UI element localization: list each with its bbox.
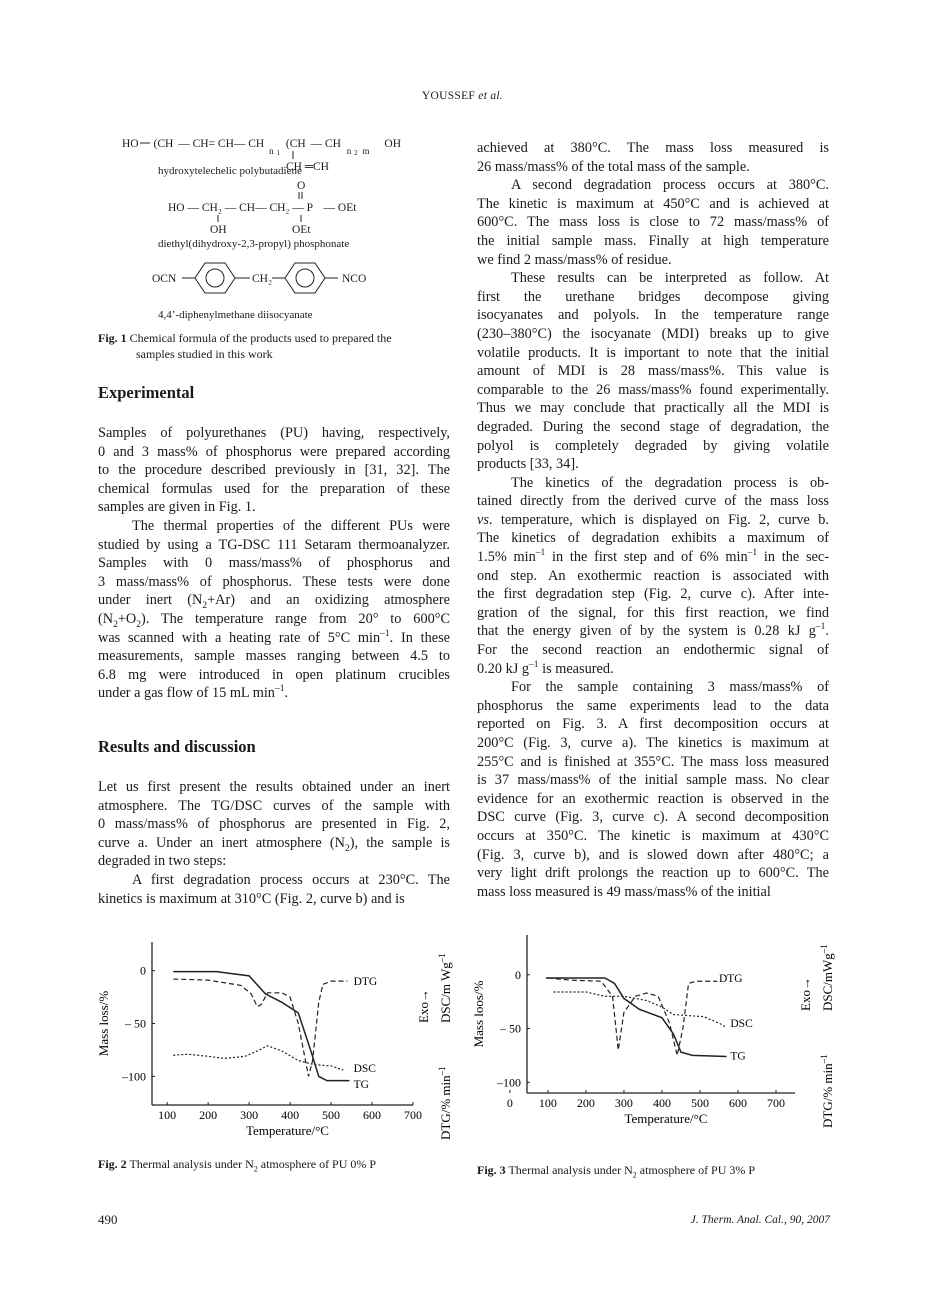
text-line: The thermal properties of the different PUs were bbox=[132, 517, 450, 534]
formula1-side: CH ═CH bbox=[286, 161, 329, 173]
formula3-ch2: CH₂ bbox=[252, 273, 272, 285]
right-axis-label-dsc bbox=[819, 944, 835, 1011]
series-label: DSC bbox=[730, 1018, 753, 1031]
text-segment: ). The temperature range from 20° to 600°C bbox=[140, 610, 450, 627]
right-axis-label-dsc-sup: –1 bbox=[437, 953, 447, 963]
y-tick-label: –100 bbox=[497, 1075, 521, 1090]
formula3-nco: NCO bbox=[342, 273, 367, 285]
text-segment: –1 bbox=[380, 628, 390, 639]
right-axis-label-dsc-text: DSC/m Wg bbox=[438, 962, 453, 1023]
text-segment: ), the sample is bbox=[349, 834, 450, 851]
text-line: is 37 mass/mass% of the initial sample mass. No clear bbox=[477, 772, 829, 789]
text-segment: –1 bbox=[535, 548, 546, 559]
y-tick-label: –100 bbox=[122, 1069, 146, 1084]
series-label: TG bbox=[353, 1078, 369, 1091]
formula1-part: (CH bbox=[153, 138, 174, 150]
text-segment: . bbox=[825, 623, 829, 640]
formula3-ocn: OCN bbox=[152, 273, 177, 285]
right-axis-label-dsc bbox=[437, 953, 453, 1023]
text-segment: 2 bbox=[136, 619, 141, 630]
formula1-part: — CH bbox=[310, 138, 341, 150]
x-tick-label: 0 bbox=[506, 1096, 513, 1110]
text-line: 0 and 3 mass% of phosphorus were prepared according bbox=[98, 443, 450, 460]
text-line: gration of the signal, for this first reaction, we find bbox=[477, 604, 829, 621]
text-line: isocyanates and polyols. In the temperature range bbox=[477, 307, 829, 324]
x-tick-label: 400 bbox=[281, 1108, 300, 1122]
series-label: TG bbox=[730, 1050, 746, 1063]
benzene-ring-icon bbox=[285, 263, 325, 293]
section-heading-results: Results and discussion bbox=[98, 737, 256, 756]
fig1-caption-label: Fig. 1 bbox=[98, 331, 127, 345]
right-axis-label-dtg-sup: –1 bbox=[819, 1054, 829, 1064]
results-text bbox=[98, 778, 450, 908]
x-tick-label: 300 bbox=[240, 1108, 259, 1122]
exo-label: Exo→ bbox=[416, 989, 431, 1023]
formula1-part: (CH bbox=[285, 138, 306, 150]
text-line: phosphorus the same experiments lead to the data bbox=[477, 697, 829, 714]
text-line: polyol is completely degraded by giving volatile bbox=[477, 437, 829, 454]
text-line: very light drift prolongs the reaction up to 600°C. The bbox=[477, 865, 829, 882]
text-line: chemical formulas used for the preparation of these bbox=[98, 480, 450, 497]
text-line: studied by using a TG-DSC 111 Setaram thermoanalyzer. bbox=[98, 536, 450, 553]
text-segment: is measured. bbox=[538, 660, 614, 677]
formula1-part: — CH= CH— CH bbox=[178, 138, 265, 150]
series-label: DSC bbox=[353, 1062, 376, 1075]
y-axis-label: Mass loss/% bbox=[96, 990, 111, 1057]
right-column-text bbox=[477, 139, 829, 901]
text-segment: that the energy given of by the system is 0.28 kJ g bbox=[477, 623, 816, 640]
text-line: evidence for an exothermic reaction is observed in the bbox=[477, 790, 829, 807]
x-tick-label: 600 bbox=[363, 1108, 382, 1122]
text-segment: 2 bbox=[344, 843, 350, 854]
formula2-o: O bbox=[297, 180, 306, 192]
text-segment: under a gas flow of 15 mL min bbox=[98, 685, 275, 702]
text-line: kinetics is maximum at 310°C (Fig. 2, curve b) and is bbox=[98, 890, 405, 907]
series-label: DTG bbox=[718, 972, 743, 985]
n2-label: n bbox=[346, 146, 352, 156]
text-line: The kinetics of the degradation process is ob- bbox=[511, 474, 829, 491]
text-line: degraded in two steps: bbox=[98, 853, 227, 870]
text-line: For the second reaction an endothermic signal of bbox=[477, 642, 829, 659]
y-tick-label: 0 bbox=[140, 963, 146, 978]
text-segment: 0.20 kJ g bbox=[477, 660, 530, 677]
right-axis-label-dsc-text: DSC/mWg bbox=[820, 953, 835, 1011]
header-authors: YOUSSEF bbox=[421, 90, 476, 102]
n2-sub: 2 bbox=[354, 149, 358, 157]
text-line bbox=[98, 834, 450, 853]
series-line-dtg bbox=[173, 979, 347, 1076]
fig2-caption-label: Fig. 2 bbox=[98, 1157, 127, 1171]
x-tick-label: 200 bbox=[576, 1096, 595, 1110]
formula2-oh: OH bbox=[210, 224, 227, 236]
text-line: Thus we may conclude that practically all the MDI is bbox=[477, 400, 829, 417]
right-axis-label-dtg-text: DTG/% min bbox=[820, 1063, 835, 1128]
text-line: 26 mass/mass% of the total mass of the sample. bbox=[477, 158, 750, 175]
fig1-caption bbox=[98, 330, 450, 362]
text-line bbox=[98, 610, 450, 629]
text-line bbox=[98, 684, 450, 703]
text-segment: . temperature, which is displayed on Fig. 2, curve b. bbox=[488, 511, 829, 528]
formula1 bbox=[122, 138, 401, 158]
formula2 bbox=[168, 202, 357, 214]
text-line: 255°C and is finished at 355°C. The mass loss measured bbox=[477, 753, 829, 770]
n1-sub: 1 bbox=[276, 149, 280, 157]
fig3-chart bbox=[465, 930, 835, 1145]
fig2-caption bbox=[98, 1156, 376, 1177]
text-segment: . bbox=[284, 685, 289, 702]
name-phosphonate: diethyl(dihydroxy-2,3-propyl) phosphonate bbox=[158, 238, 350, 250]
text-line: occurs at 350°C. The kinetic is maximum at 430°C bbox=[477, 827, 829, 844]
text-line: 0 mass/mass% of phosphorus are presented in Fig. 2, bbox=[98, 816, 450, 833]
x-axis-label: Temperature/°C bbox=[246, 1123, 329, 1138]
text-line: the initial sample mass. Finally at high temperature bbox=[477, 232, 829, 249]
text-line: A second degradation process occurs at 380°C. bbox=[511, 177, 829, 194]
text-line bbox=[98, 629, 450, 648]
series-label: DTG bbox=[353, 976, 378, 989]
header-etal: et al. bbox=[475, 90, 504, 102]
x-tick-label: 600 bbox=[728, 1096, 747, 1110]
text-line: A first degradation process occurs at 230°C. The bbox=[132, 871, 450, 888]
name-mdi: 4,4’-diphenylmethane diisocyanate bbox=[158, 309, 313, 321]
text-segment: –1 bbox=[747, 548, 758, 559]
fig2-chart bbox=[90, 930, 460, 1145]
x-tick-label: 500 bbox=[690, 1096, 709, 1110]
text-segment: –1 bbox=[274, 684, 285, 695]
text-segment: in the sec- bbox=[757, 549, 829, 566]
series-line-dtg bbox=[548, 978, 717, 1055]
text-segment: 2 bbox=[202, 601, 208, 612]
text-segment: . In these bbox=[389, 629, 450, 646]
x-tick-label: 700 bbox=[766, 1096, 785, 1110]
text-line: 3 mass/mass% of phosphorus. These tests were done bbox=[98, 573, 450, 590]
y-tick-label: – 50 bbox=[500, 1021, 521, 1036]
n1-label: n bbox=[269, 146, 274, 156]
formula1-ho: HO bbox=[122, 138, 139, 150]
m-label: m bbox=[362, 146, 370, 156]
series-line-dsc bbox=[173, 1046, 343, 1070]
text-segment: 1.5% min bbox=[477, 549, 536, 566]
fig1-chemical-formulas bbox=[110, 130, 450, 330]
formula2-oet2: OEt bbox=[292, 224, 311, 236]
text-segment: in the first step and of 6% min bbox=[545, 549, 748, 566]
journal-citation: J. Therm. Anal. Cal., 90, 2007 bbox=[690, 1214, 830, 1226]
series-line-tg bbox=[173, 972, 349, 1081]
text-line: Let us first present the results obtained under an inert bbox=[98, 779, 450, 795]
formula1-oh: OH bbox=[384, 138, 402, 150]
text-line bbox=[477, 548, 829, 567]
fig3-caption-sub: 2 bbox=[632, 1170, 637, 1180]
text-line: samples are given in Fig. 1. bbox=[98, 499, 256, 516]
text-line: achieved at 380°C. The mass loss measured is bbox=[477, 140, 829, 156]
formula2-main: HO — CH₂ — CH— CH₂ — P bbox=[168, 202, 313, 214]
text-line: 6.8 mg were introduced in open platinum crucibles bbox=[98, 666, 450, 683]
right-axis-label-dtg bbox=[819, 1054, 835, 1128]
page-number: 490 bbox=[98, 1212, 118, 1227]
formula2-oet: — OEt bbox=[323, 202, 357, 214]
text-line: Samples with 0 mass/mass% of phosphorus and bbox=[98, 555, 450, 572]
text-segment: 2 bbox=[113, 619, 118, 630]
fig3-caption bbox=[477, 1162, 755, 1183]
x-tick-label: 300 bbox=[614, 1096, 633, 1110]
fig1-caption-text: Chemical formula of the products used to prepared the bbox=[126, 331, 392, 345]
y-tick-label: – 50 bbox=[125, 1016, 146, 1031]
text-line bbox=[477, 622, 829, 641]
y-tick-label: 0 bbox=[515, 967, 521, 982]
text-line: For the sample containing 3 mass/mass% of bbox=[511, 679, 829, 696]
text-line: The kinetic is maximum at 450°C and is achieved at bbox=[477, 195, 829, 212]
text-segment: –1 bbox=[529, 659, 539, 670]
name-polybutadiene: hydroxytelechelic polybutadiene bbox=[158, 165, 302, 177]
x-tick-label: 400 bbox=[652, 1096, 671, 1110]
fig2-caption-text: Thermal analysis under N bbox=[126, 1157, 254, 1171]
text-line: measurements, sample masses ranging between 4.5 to bbox=[98, 648, 450, 665]
fig3-caption-label: Fig. 3 bbox=[477, 1163, 506, 1177]
fig2-caption-sub: 2 bbox=[253, 1164, 258, 1174]
text-line: tained directly from the derived curve of the mass loss bbox=[477, 493, 829, 510]
text-segment: +Ar) and an oxidizing atmosphere bbox=[207, 592, 450, 609]
text-line: reported on Fig. 3. A first decomposition occurs at bbox=[477, 716, 829, 733]
text-segment: vs bbox=[477, 511, 489, 528]
x-tick-label: 100 bbox=[538, 1096, 557, 1110]
text-line bbox=[477, 660, 829, 679]
text-line: Samples of polyurethanes (PU) having, respectively, bbox=[98, 425, 450, 441]
text-line: DSC curve (Fig. 3, curve c). A second decomposition bbox=[477, 809, 829, 826]
text-line: ond step. An exothermic reaction is associated with bbox=[477, 567, 829, 584]
text-line: These results can be interpreted as follow. At bbox=[511, 270, 829, 287]
text-line: 200°C (Fig. 3, curve a). The kinetics is maximum at bbox=[477, 735, 829, 751]
fig2-caption-text2: atmosphere of PU 0% P bbox=[257, 1157, 377, 1171]
text-line: degraded. During the second stage of degradation, the bbox=[477, 418, 829, 435]
text-segment: was scanned with a heating rate of 5°C min bbox=[98, 629, 381, 646]
right-axis-label-dtg-text: DTG/% min bbox=[438, 1075, 453, 1140]
x-tick-label: 700 bbox=[404, 1108, 422, 1122]
fig3-caption-text: Thermal analysis under N bbox=[505, 1163, 633, 1177]
text-line: 600°C. The mass loss is close to 72 mass/mass% of bbox=[477, 214, 829, 231]
fig3-caption-text2: atmosphere of PU 3% P bbox=[636, 1163, 756, 1177]
x-tick-label: 500 bbox=[322, 1108, 341, 1122]
text-line: comparable to the 26 mass/mass% found experimentally. bbox=[477, 381, 829, 398]
x-tick-label: 100 bbox=[158, 1108, 177, 1122]
y-axis-label: Mass loos/% bbox=[471, 980, 486, 1048]
text-line: (Fig. 3, curve b), and is slowed down after 480°C; a bbox=[477, 846, 829, 863]
text-line: products [33, 34]. bbox=[477, 456, 579, 473]
text-line: amount of MDI is 28 mass/mass%. This value is bbox=[477, 363, 829, 380]
text-line bbox=[98, 591, 450, 610]
right-axis-label-dsc-sup: –1 bbox=[819, 944, 829, 954]
section-heading-experimental: Experimental bbox=[98, 383, 195, 402]
fig1-caption-text2: samples studied in this work bbox=[136, 347, 273, 361]
benzene-ring-icon bbox=[195, 263, 235, 293]
text-line: The kinetics of degradation exhibits a maximum of bbox=[477, 530, 829, 547]
text-line: mass loss measured is 49 mass/mass% of the initial bbox=[477, 883, 771, 900]
text-line: (230–380°C) the isocyanate (MDI) breaks up to give bbox=[477, 325, 829, 342]
text-segment: +O bbox=[117, 610, 137, 627]
series-line-tg bbox=[546, 978, 727, 1056]
text-line: to the procedure described previously in [31, 32]. The bbox=[98, 462, 450, 479]
right-axis-label-dtg-sup: –1 bbox=[437, 1066, 447, 1076]
text-segment: (N bbox=[98, 610, 114, 627]
x-axis-label: Temperature/°C bbox=[624, 1111, 708, 1126]
text-line: first the urethane bridges decompose giving bbox=[477, 288, 829, 305]
text-line: we find 2 mass/mass% of residue. bbox=[477, 251, 672, 268]
text-line bbox=[477, 511, 829, 530]
experimental-text bbox=[98, 424, 450, 703]
x-tick-label: 200 bbox=[199, 1108, 218, 1122]
text-segment: –1 bbox=[815, 622, 826, 633]
text-line: atmosphere. The TG/DSC curves of the sample with bbox=[98, 797, 450, 814]
text-line: the first degradation step (Fig. 2, curve c). After inte- bbox=[477, 586, 829, 603]
text-segment: curve a. Under an inert atmosphere (N bbox=[98, 834, 345, 851]
text-line: volatile products. It is important to note that the initial bbox=[477, 344, 829, 361]
exo-label: Exo→ bbox=[798, 977, 813, 1011]
running-header bbox=[0, 90, 925, 102]
text-segment: under inert (N bbox=[98, 592, 203, 609]
right-axis-label-dtg bbox=[437, 1066, 453, 1140]
